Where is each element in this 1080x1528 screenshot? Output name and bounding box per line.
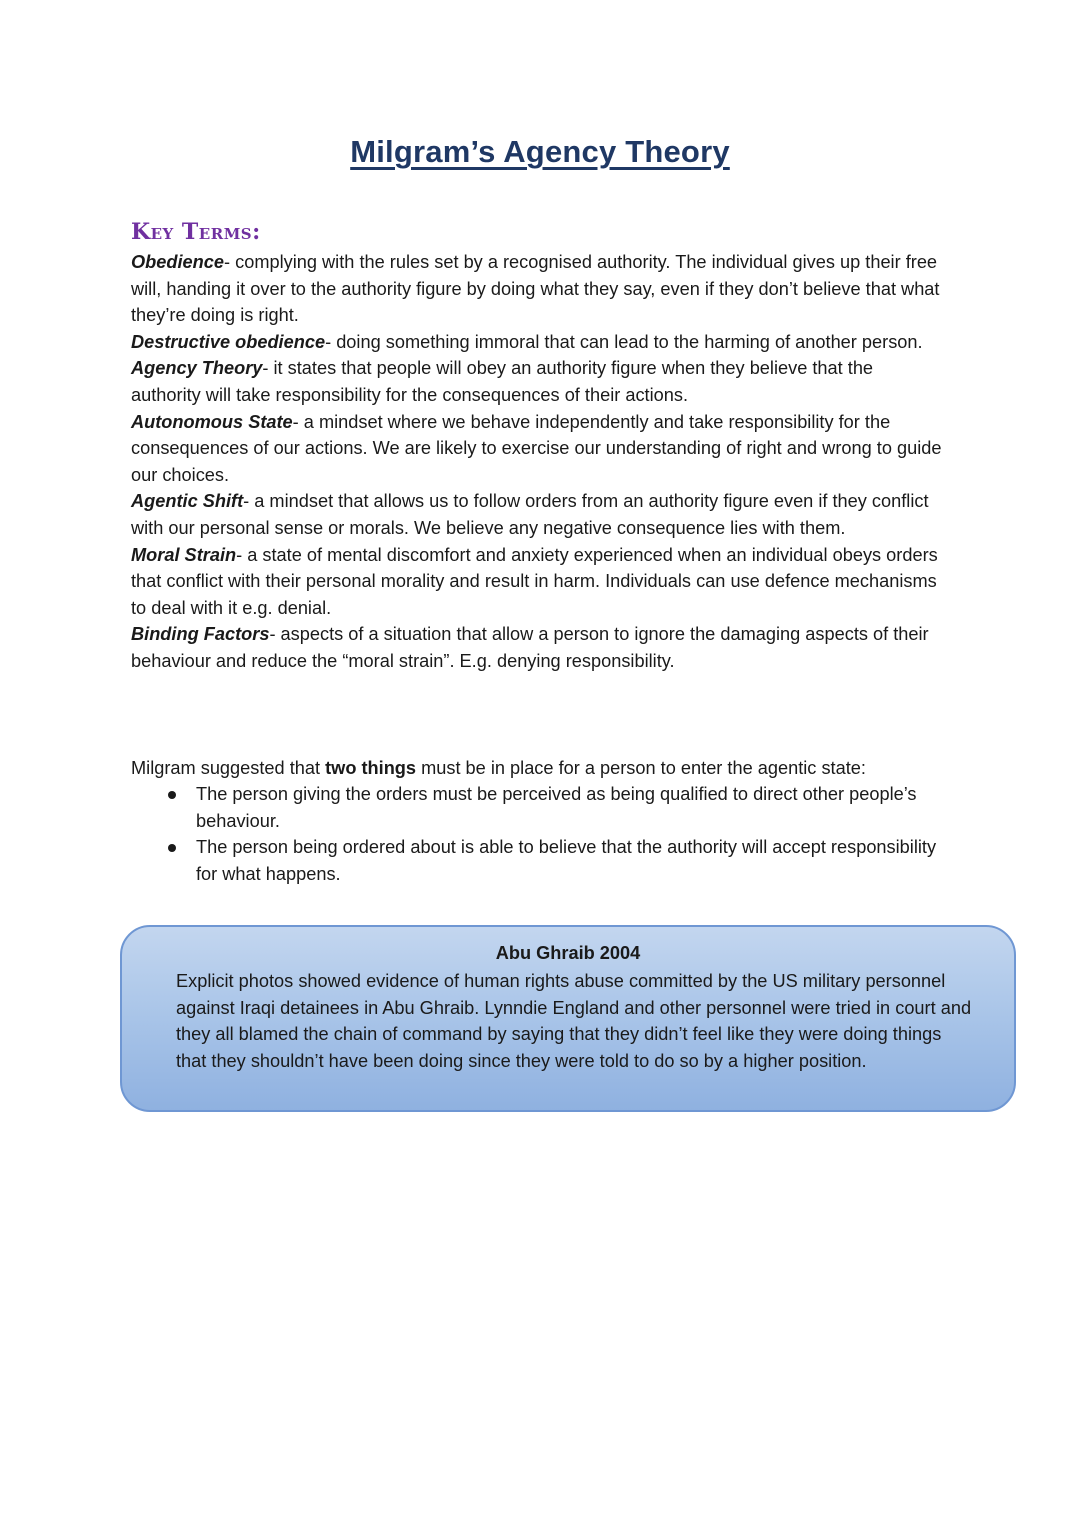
term-binding-factors <box>131 621 943 674</box>
key-terms-list <box>131 249 943 675</box>
term-name: Obedience <box>131 252 224 272</box>
term-name: Moral Strain <box>131 544 237 565</box>
term-name: Agentic Shift <box>131 491 244 512</box>
intro-text-after: must be in place for a person to enter the agentic state: <box>416 758 866 778</box>
agentic-state-intro <box>131 755 961 782</box>
term-name: Binding Factors <box>131 624 270 645</box>
term-name: Autonomous State <box>131 411 293 432</box>
list-item <box>131 781 943 834</box>
bullet-icon <box>168 844 176 852</box>
term-definition: - a mindset where we behave independently and take responsibility for the consequences of our actions. We are likely to exercise our understanding of right and wrong to guide our choices. <box>131 411 942 485</box>
list-item-text: The person giving the orders must be perceived as being qualified to direct other people’s behaviour. <box>196 784 917 831</box>
term-agentic-shift <box>131 488 943 541</box>
page-title: Milgram’s Agency Theory <box>350 134 730 169</box>
intro-text-bold: two things <box>325 758 417 778</box>
key-terms-heading: Key Terms: <box>131 219 261 245</box>
term-definition: - complying with the rules set by a recognised authority. The individual gives up their free will, handing it over to the authority figure by doing what they say, even if they don’t believe that what they’re doing is right. <box>131 252 940 326</box>
case-study-title: Abu Ghraib 2004 <box>495 943 641 963</box>
term-definition: - aspects of a situation that allow a person to ignore the damaging aspects of their behaviour and reduce the “moral strain”. E.g. denying responsibility. <box>131 624 929 671</box>
term-definition: - doing something immoral that can lead to the harming of another person. <box>325 331 923 352</box>
case-study-text: Explicit photos showed evidence of human rights abuse committed by the US military personnel against Iraqi detainees in Abu Ghraib. Lynndie England and other personnel were tried in court and they all blamed the chain of command by saying that they didn’t feel like they were doing things that they shouldn’t have been doing since they were told to do so by a higher position. <box>176 971 972 1071</box>
term-obedience <box>131 249 943 329</box>
conditions-list <box>131 781 943 887</box>
case-study-box <box>120 925 1016 1112</box>
term-destructive-obedience <box>131 329 943 356</box>
list-item-text: The person being ordered about is able to believe that the authority will accept responsibility for what happens. <box>196 837 937 884</box>
intro-text-before: Milgram suggested that <box>131 758 326 778</box>
term-name: Agency Theory <box>131 358 263 379</box>
list-item <box>131 834 943 887</box>
term-definition: - a mindset that allows us to follow orders from an authority figure even if they conflict with our personal sense or morals. We believe any negative consequence lies with them. <box>131 491 929 538</box>
term-agency-theory <box>131 355 943 408</box>
term-name: Destructive obedience <box>131 331 326 352</box>
term-definition: - it states that people will obey an authority figure when they believe that the authority will take responsibility for the consequences of their actions. <box>131 358 874 405</box>
term-definition: - a state of mental discomfort and anxiety experienced when an individual obeys orders that conflict with their personal morality and result in harm. Individuals can use defence mechanisms to deal with it e.g. denial. <box>131 544 938 618</box>
term-moral-strain <box>131 542 943 622</box>
term-autonomous-state <box>131 409 943 489</box>
bullet-icon <box>168 791 176 799</box>
